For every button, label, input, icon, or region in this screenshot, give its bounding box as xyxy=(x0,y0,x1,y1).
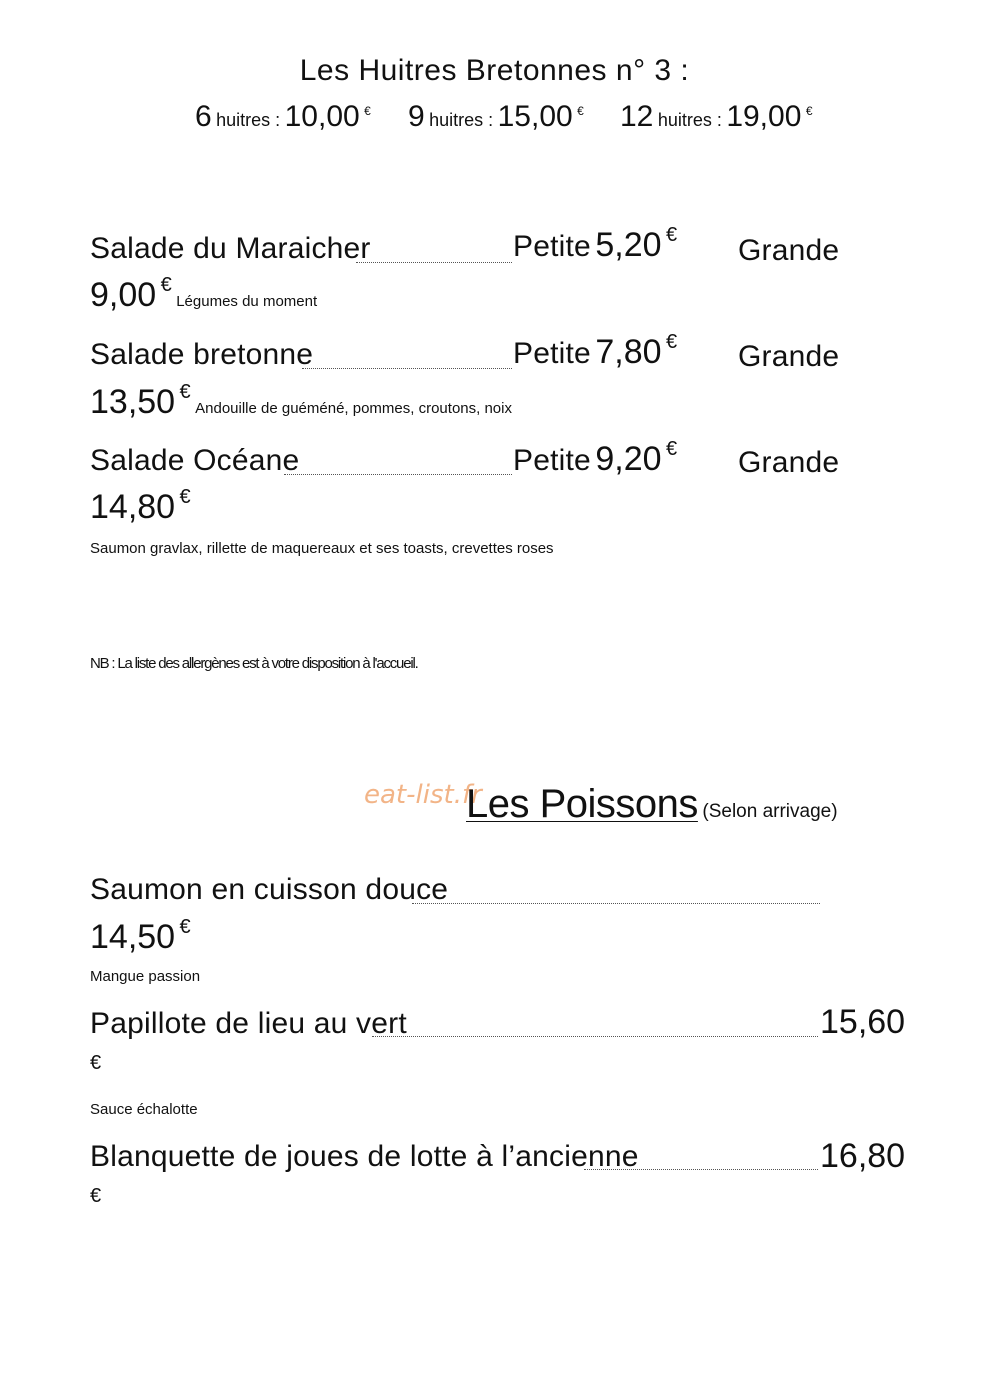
salade-maraicher-petite xyxy=(513,226,677,265)
salade-maraicher-desc: Légumes du moment xyxy=(176,293,318,310)
leader-dots xyxy=(412,903,820,904)
huitres-title: Les Huitres Bretonnes n° 3 : xyxy=(299,54,690,87)
huitres-price: 10,00 xyxy=(284,100,360,133)
saumon-desc: Mangue passion xyxy=(90,968,201,985)
grande-price: 14,80 xyxy=(90,488,176,526)
papillote-name: Papillote de lieu au vert xyxy=(90,1007,407,1040)
petite-label: Petite xyxy=(513,337,591,370)
leader-dots xyxy=(584,1169,818,1170)
euro-sign: € xyxy=(577,104,584,118)
huitres-price: 15,00 xyxy=(497,100,573,133)
huitres-option-9 xyxy=(408,100,584,134)
salade-oceane-name: Salade Océane xyxy=(90,444,300,477)
huitres-qty: 6 xyxy=(195,100,212,133)
euro-sign: € xyxy=(179,916,191,938)
poissons-subtitle: (Selon arrivage) xyxy=(702,801,838,822)
leader-dots xyxy=(356,262,512,263)
salade-bretonne-desc: Andouille de guéméné, pommes, croutons, noix xyxy=(195,400,512,417)
blanquette-price: 16,80 xyxy=(820,1137,906,1175)
huitres-qty: 9 xyxy=(408,100,425,133)
huitres-option-12 xyxy=(620,100,813,134)
huitres-unit: huitres : xyxy=(657,110,722,130)
watermark: eat-list.fr xyxy=(364,780,482,810)
euro-sign: € xyxy=(666,331,678,353)
huitres-qty: 12 xyxy=(620,100,654,133)
huitres-unit: huitres : xyxy=(216,110,281,130)
salade-oceane-petite xyxy=(513,440,677,479)
poissons-title: Les Poissons xyxy=(466,782,698,826)
papillote-desc: Sauce échalotte xyxy=(90,1101,198,1118)
grande-label: Grande xyxy=(738,446,840,479)
salade-bretonne-petite xyxy=(513,333,677,372)
saumon-price xyxy=(90,918,191,957)
price: 14,50 xyxy=(90,918,176,956)
euro-sign: € xyxy=(179,486,191,508)
euro-sign: € xyxy=(179,381,191,403)
petite-label: Petite xyxy=(513,230,591,263)
leader-dots xyxy=(284,474,512,475)
euro-sign: € xyxy=(666,224,678,246)
euro-sign: € xyxy=(90,1185,102,1207)
euro-sign: € xyxy=(160,274,172,296)
leader-dots xyxy=(302,368,512,369)
grande-price: 13,50 xyxy=(90,383,176,421)
saumon-name: Saumon en cuisson douce xyxy=(90,873,449,906)
petite-price: 9,20 xyxy=(595,440,662,478)
grande-price: 9,00 xyxy=(90,276,157,314)
euro-sign: € xyxy=(364,104,371,118)
papillote-price: 15,60 xyxy=(820,1003,906,1041)
salade-oceane-desc: Saumon gravlax, rillette de maquereaux et ses toasts, crevettes roses xyxy=(90,540,554,557)
allergen-note: NB : La liste des allergènes est à votre disposition à l'accueil. xyxy=(90,655,418,672)
blanquette-name: Blanquette de joues de lotte à l’ancienne xyxy=(90,1140,639,1173)
grande-label: Grande xyxy=(738,340,840,373)
huitres-price: 19,00 xyxy=(726,100,802,133)
huitres-unit: huitres : xyxy=(429,110,494,130)
salade-oceane-grande xyxy=(90,488,191,527)
grande-label: Grande xyxy=(738,234,840,267)
euro-sign: € xyxy=(90,1052,102,1074)
euro-sign: € xyxy=(805,104,813,118)
salade-bretonne-name: Salade bretonne xyxy=(90,338,314,371)
leader-dots xyxy=(372,1036,818,1037)
salade-bretonne-grande xyxy=(90,383,512,422)
salade-maraicher-grande xyxy=(90,276,317,315)
poissons-header xyxy=(466,782,838,827)
salade-maraicher-name: Salade du Maraicher xyxy=(90,232,371,265)
petite-price: 7,80 xyxy=(595,333,662,371)
huitres-option-6 xyxy=(195,100,371,134)
petite-price: 5,20 xyxy=(595,226,662,264)
petite-label: Petite xyxy=(513,444,591,477)
euro-sign: € xyxy=(666,438,678,460)
